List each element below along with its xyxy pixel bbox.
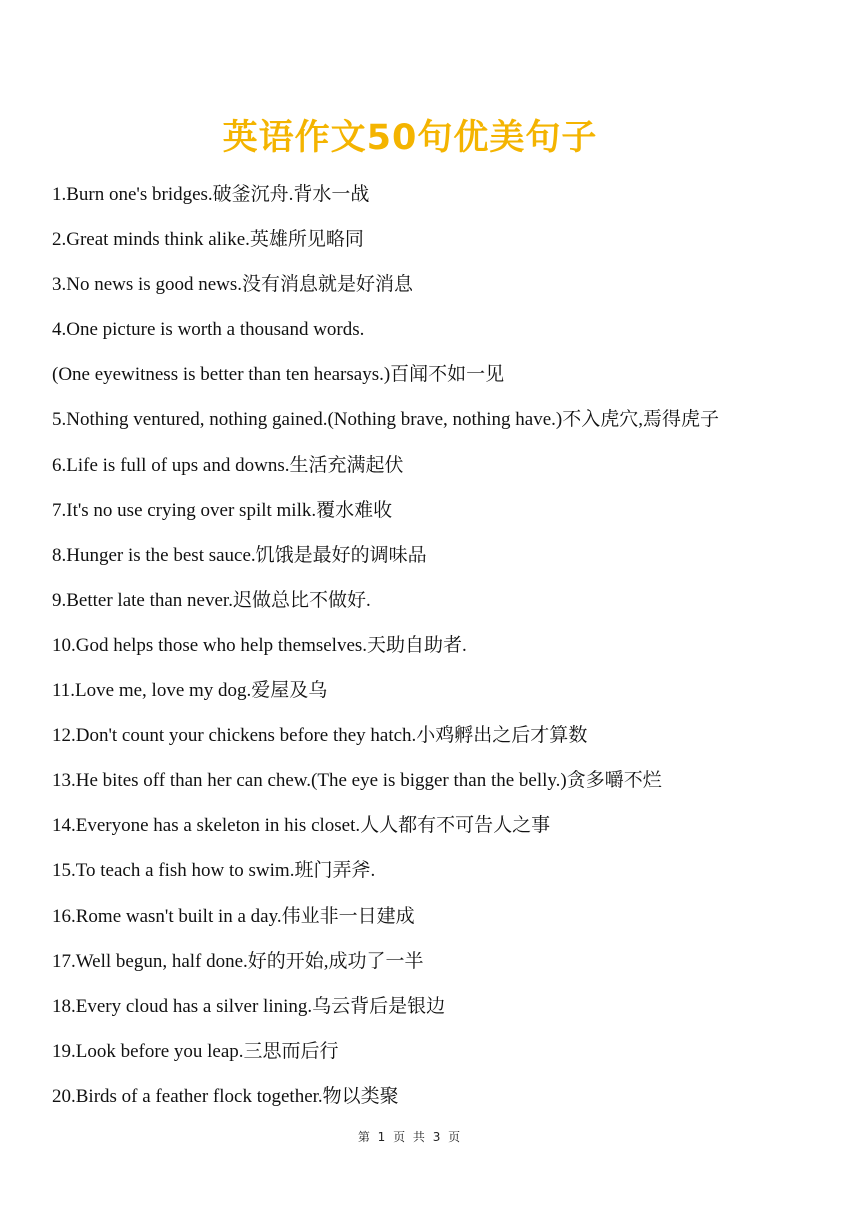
sentence-line: 15.To teach a fish how to swim.班门弄斧. — [52, 860, 376, 882]
sentence-line: 18.Every cloud has a silver lining.乌云背后是银边 — [52, 995, 446, 1017]
sentence-line: 7.It's no use crying over spilt milk.覆水难收 — [52, 499, 393, 521]
sentence-line: 13.He bites off than her can chew.(The eye is bigger than the belly.)贪多嚼不烂 — [52, 770, 662, 792]
sentence-list — [52, 178, 842, 1125]
sentence-line: 6.Life is full of ups and downs.生活充满起伏 — [52, 454, 404, 476]
page-footer: 第 1 页 共 3 页 — [357, 1130, 463, 1144]
sentence-line: 4.One picture is worth a thousand words. — [52, 319, 365, 341]
sentence-line: 16.Rome wasn't built in a day.伟业非一日建成 — [52, 905, 415, 927]
page-title: 英语作文50句优美句子 — [222, 118, 598, 158]
sentence-line: 14.Everyone has a skeleton in his closet.人人都有不可告人之事 — [52, 815, 551, 837]
sentence-line: 10.God helps those who help themselves.天助自助者. — [52, 634, 467, 656]
sentence-line: 17.Well begun, half done.好的开始,成功了一半 — [52, 950, 424, 972]
sentence-line: 2.Great minds think alike.英雄所见略同 — [52, 229, 364, 251]
sentence-line: (One eyewitness is better than ten hearsays.)百闻不如一见 — [52, 364, 505, 386]
sentence-line: 19.Look before you leap.三思而后行 — [52, 1040, 339, 1062]
sentence-line: 3.No news is good news.没有消息就是好消息 — [52, 274, 413, 296]
sentence-line: 5.Nothing ventured, nothing gained.(Nothing brave, nothing have.)不入虎穴,焉得虎子 — [52, 409, 720, 431]
sentence-line: 20.Birds of a feather flock together.物以类聚 — [52, 1085, 399, 1107]
sentence-line: 12.Don't count your chickens before they hatch.小鸡孵出之后才算数 — [52, 725, 588, 747]
sentence-line: 11.Love me, love my dog.爱屋及乌 — [52, 680, 328, 702]
sentence-line: 9.Better late than never.迟做总比不做好. — [52, 589, 371, 611]
sentence-line: 8.Hunger is the best sauce.饥饿是最好的调味品 — [52, 544, 427, 566]
sentence-line: 1.Burn one's bridges.破釜沉舟.背水一战 — [52, 184, 370, 205]
